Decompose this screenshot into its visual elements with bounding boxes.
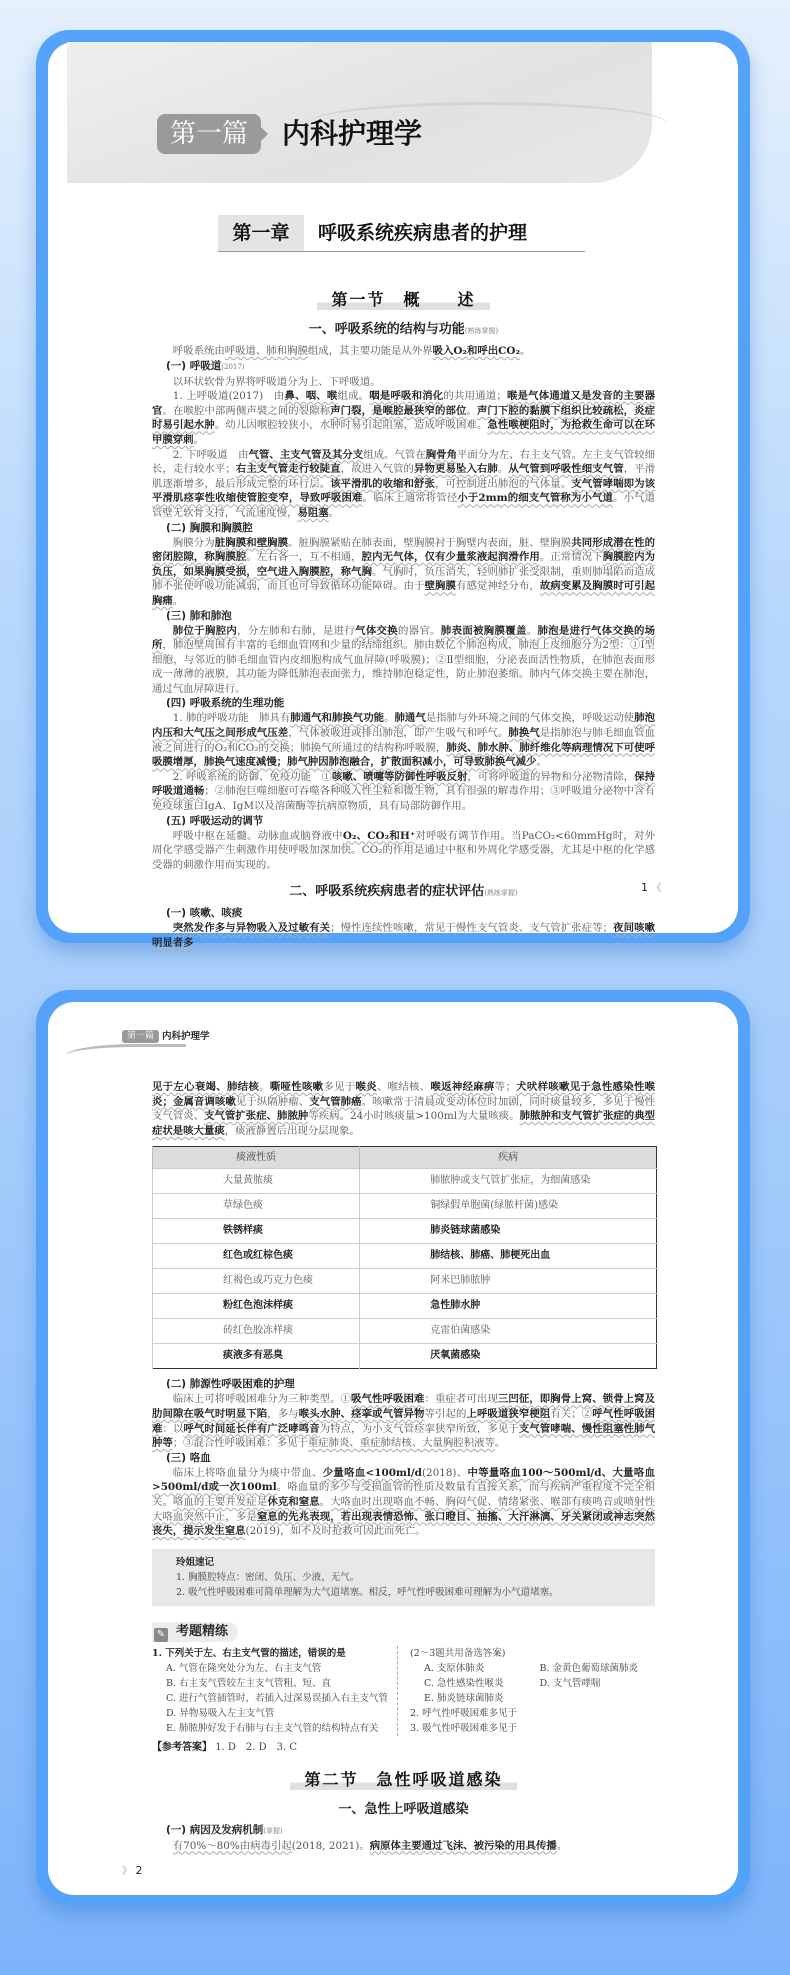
text-run: ，平滑肌逐渐增多，最后形成完整的环行层。 [152, 463, 656, 490]
table-cell: 草绿色痰 [153, 1194, 360, 1219]
underlined-point: 重症肺炎、重症肺结核、大量胸腔积液等 [307, 1437, 495, 1450]
chapter-heading [218, 215, 585, 252]
heading-text: (四) 呼吸系统的生理功能 [166, 697, 285, 710]
paragraph [152, 829, 655, 873]
reference-answers [152, 1740, 655, 1756]
heading-note: (熟练掌握) [484, 889, 518, 898]
key-point: 犬吠样咳嗽见于急性感染性喉炎；金属音调咳嗽 [152, 1081, 656, 1108]
key-point: 易阻塞 [297, 506, 329, 519]
subsection-heading [152, 1800, 655, 1820]
table-cell: 红色或红棕色痰 [153, 1244, 360, 1269]
text-run: 。 [520, 345, 531, 357]
book-page-2-frame [36, 990, 750, 1905]
table-row [153, 1244, 657, 1269]
text-run: 。 [494, 1437, 506, 1450]
key-point: 声门裂，是喉腔最狭窄的部位 [330, 404, 467, 417]
shared-options-note: (2～3题共用备选答案) [410, 1647, 506, 1659]
page-2-body [152, 1080, 655, 1853]
key-point: 咽是呼吸和消化 [369, 390, 444, 403]
text-run: ，多与 [267, 1407, 299, 1420]
key-point: 胸骨角 [425, 448, 458, 461]
text-run: 。 [259, 1081, 270, 1093]
paragraph [152, 344, 655, 359]
key-point: 该平滑肌的收缩和舒张 [330, 477, 435, 490]
text-run: 见于纵隔肿瘤、 [235, 1095, 310, 1108]
answers-value: 1. D 2. D 3. C [215, 1741, 298, 1753]
paragraph [152, 389, 655, 447]
chapter-title: 呼吸系统疾病患者的护理 [318, 222, 528, 244]
sputum-table [152, 1146, 657, 1369]
topic-heading [152, 696, 655, 711]
topic-heading [152, 906, 655, 921]
key-point: 肺换气 [508, 727, 540, 740]
text-run: 的器官。 [398, 624, 441, 637]
text-run: ；慢性连续性咳嗽，常见于慢性支气管炎、支气管扩张症等； [330, 922, 614, 935]
answer-option: D. 异物易吸入左主支气管 [166, 1707, 275, 1719]
key-point: 支气管哮喘、慢性阻塞性肺气肿等 [152, 1422, 656, 1450]
page-number [641, 879, 662, 894]
key-point: 支气管肺癌 [309, 1095, 362, 1108]
text-run: ，痰液静置后出现分层现象。 [224, 1124, 360, 1137]
underlined-point: 有70%～80%由病毒引起 [172, 1839, 292, 1852]
text-run: 组成，其主要功能是从外界 [307, 345, 433, 357]
heading-text: (二) 肺源性呼吸困难的护理 [166, 1378, 295, 1391]
text-run: 多见于 [323, 1081, 356, 1093]
table-row [153, 1269, 657, 1294]
topic-heading [152, 1823, 655, 1839]
heading-text: (一) 呼吸道 [166, 359, 222, 372]
heading-text: 一、呼吸系统的结构与功能 [308, 322, 465, 337]
page-number [122, 1862, 143, 1877]
key-point: 喉头水肿、痉挛或气管异物 [298, 1407, 425, 1420]
key-point: 见于左心衰竭、肺结核 [152, 1081, 260, 1093]
key-point: 三凹征，即胸骨上窝、锁骨上窝及肋间隙在吸气时明显下陷 [152, 1393, 656, 1420]
chapter-label: 第一章 [218, 215, 304, 251]
key-point: 窒息的先兆表现，若出现表情恐怖、张口瞪目、抽搐、大汗淋漓、牙关紧闭或神志突然丧失，提示发生窒息 [152, 1510, 656, 1538]
page-number-value: 1 [641, 881, 648, 894]
key-point: 肺位于胸腔内 [172, 624, 238, 637]
question-3-stem: 3. 吸气性呼吸困难多见于 [410, 1722, 518, 1734]
key-point: 从气管到呼吸性细支气管 [508, 463, 624, 476]
key-point: 病原体主要通过飞沫、被污染的用具传播 [369, 1839, 557, 1852]
text-run: 。 [526, 624, 538, 637]
paragraph [152, 770, 655, 814]
answer-option: B. 右主支气管较左主支气管粗、短、直 [166, 1677, 332, 1689]
answer-option: A. 气管在隆突处分为左、右主支气管 [166, 1662, 322, 1674]
pencil-icon: ✎ [154, 1628, 168, 1642]
heading-note: (2017) [221, 362, 245, 371]
answer-option: E. 肺炎链球菌肺炎 [424, 1692, 504, 1704]
text-run: (2018, 2021)。 [291, 1839, 370, 1852]
key-point: 呼气时间延长伴有广泛哮鸣音 [183, 1422, 320, 1435]
key-point: 脏胸膜和壁胸膜 [214, 536, 289, 549]
heading-text: (五) 呼吸运动的调节 [166, 814, 264, 827]
text-run: 。 [328, 506, 340, 519]
table-cell: 砖红色胶冻样痰 [153, 1319, 360, 1344]
text-run: ，可控制进出肺泡的气体量。 [435, 477, 572, 490]
paragraph [152, 536, 655, 609]
question-1-stem: 1. 下列关于左、右主支气管的描述，错误的是 [152, 1647, 346, 1659]
topic-heading [152, 609, 655, 624]
text-run: 对呼吸有调节作用。当PaCO₂<60mmHg时，对外周化学感受器产生刺激作用使呼吸加深加快。CO₂的作用是通过中枢和外周化学感受器，尤其是中枢的化学感受器的刺激作用而实现的。 [152, 829, 656, 871]
table-cell: 克雷伯菌感染 [360, 1319, 657, 1344]
key-point: 小于2mm的细支气管称为小气道 [457, 492, 614, 505]
text-run: 、喉结核、 [376, 1081, 431, 1093]
paragraph [152, 624, 655, 697]
key-point: 突然发作多与异物吸入及过敏有关 [172, 922, 331, 935]
key-point: O₂、CO₂和H⁺ [342, 829, 416, 842]
text-run: 。在喉腔中部两侧声襞之间的裂隙称 [162, 404, 331, 417]
text-run: 。气胸时，负压消失，轻则肺扩张受限制，重则肺塌陷而造成肺不张使呼吸功能减弱，而且也可导致循环功能障碍。由于 [152, 565, 656, 593]
table-cell: 厌氧菌感染 [360, 1344, 657, 1369]
key-point: 喉返神经麻痹 [430, 1081, 495, 1093]
text-run: 。 [536, 756, 547, 769]
key-point: 急性喉梗阻时，为抢救生命可以在环甲膜穿刺 [152, 419, 656, 446]
running-header [66, 1030, 266, 1060]
key-point: 支气管扩张症、肺脓肿 [204, 1110, 309, 1123]
key-point: 休克和窒息 [267, 1495, 320, 1508]
key-point: 呼气性呼吸困难 [152, 1407, 656, 1435]
section-title-text: 第二节 急性呼吸道感染 [290, 1770, 516, 1790]
key-point: 咳嗽、喷嚏等防御性呼吸反射 [331, 770, 468, 783]
key-point: 气体交换 [355, 624, 398, 637]
header-part-label: 第一篇 [122, 1030, 159, 1043]
key-point: 喉是气体通道又是发音的主要器官 [152, 390, 656, 417]
heading-text: (一) 咳嗽、咳痰 [166, 907, 243, 920]
text-run: 临床上将咯血量分为痰中带血、 [172, 1466, 323, 1479]
key-point: 夜间咳嗽明显者多 [152, 922, 656, 949]
text-run: ：以 [162, 1422, 184, 1435]
text-run: 。 [556, 1839, 568, 1852]
heading-text: 二、呼吸系统疾病患者的症状评估 [289, 884, 485, 900]
table-row [153, 1219, 657, 1244]
text-run: 。咯血量的多少与受损血管的性质及数量有直接关系，而与疾病严重程度不完全相关。 [152, 1481, 656, 1508]
heading-text: (三) 咯血 [166, 1451, 211, 1464]
answer-option: A. 支原体肺炎 [424, 1662, 485, 1674]
text-run: 呼吸系统由 [172, 345, 225, 357]
heading-note: (熟练掌握) [464, 327, 499, 335]
tip-item: 2. 吸气性呼吸困难可简单理解为大气道堵塞。相反，呼气性呼吸困难可理解为小气道堵塞。 [176, 1586, 559, 1598]
column-header: 疾病 [360, 1147, 657, 1169]
text-run: 的共用通道； [443, 390, 507, 403]
text-run: 。 [384, 712, 395, 725]
section-title [152, 1770, 655, 1790]
text-run: ，多是 [225, 1510, 257, 1523]
key-point: 腔内无气体，仅有少量浆液起润滑作用 [361, 551, 540, 564]
text-run: 是指肺泡与肺毛细血管血液之间进行的O₂和CO₂的交换；肺换气所通过的结构称呼吸膜， [152, 727, 656, 754]
table-row [153, 1194, 657, 1219]
key-point: 胸膜腔内为负压，如果胸膜受损，空气进入胸膜腔，称气胸 [152, 551, 656, 578]
heading-text: 一、急性上呼吸道感染 [338, 1801, 469, 1817]
key-point: 肺泡是进行气体交换的场所 [152, 624, 656, 652]
table-cell: 红褐色或巧克力色痰 [153, 1269, 360, 1294]
text-run: 。 [172, 594, 184, 607]
text-run: 胸膜分为 [172, 536, 215, 549]
key-point: 少量咯血<100ml/d [322, 1466, 422, 1479]
topic-heading [152, 1451, 655, 1466]
topic-heading [152, 359, 655, 375]
table-cell: 阿米巴肺脓肿 [360, 1269, 657, 1294]
page-arrow-icon: 》 [122, 1866, 132, 1877]
section-title-text: 第一节 概 述 [317, 290, 489, 310]
key-point: 吸气性呼吸困难 [351, 1393, 425, 1406]
text-run: 1. 上呼吸道(2017) 由 [172, 390, 285, 403]
paragraph [152, 711, 655, 769]
table-row [153, 1169, 657, 1194]
answers-label: 【参考答案】 [152, 1741, 212, 1753]
text-run: 。 [193, 433, 204, 446]
key-point: 异物更易坠入右肺 [414, 463, 498, 476]
section-title [152, 290, 655, 310]
key-point: 共同形成潜在性的密闭腔隙，称胸膜腔 [152, 536, 656, 564]
table-cell: 痰液多有恶臭 [153, 1344, 360, 1369]
key-point: 肺表面被胸膜覆盖 [440, 624, 527, 637]
table-cell: 肺炎链球菌感染 [360, 1219, 657, 1244]
answer-option: C. 急性感染性喉炎 [424, 1677, 504, 1689]
table-row [153, 1294, 657, 1319]
underlined-point: 呼吸道、肺和胸膜 [224, 345, 308, 357]
text-run: 1. 肺的呼吸功能 肺具有 [172, 712, 291, 725]
paragraph [152, 921, 655, 950]
header-title: 内科护理学 [162, 1031, 210, 1042]
tip-title: 玲姐速记 [176, 1556, 215, 1568]
quiz-section [152, 1646, 655, 1736]
heading-text: (三) 肺和肺泡 [166, 609, 232, 622]
answer-option: D. 支气管哮喘 [539, 1677, 601, 1689]
text-run: 等引起的 [424, 1407, 467, 1420]
column-header: 痰液性质 [153, 1147, 360, 1169]
table-cell: 粉红色泡沫样痰 [153, 1294, 360, 1319]
heading-text: (二) 胸膜和胸膜腔 [166, 521, 253, 534]
paragraph [152, 1466, 655, 1539]
text-run: 。咳嗽常于清晨或变动体位时加剧，同时痰量较多，多见于慢性支气管炎、 [152, 1095, 656, 1123]
text-run: ，肺泡壁周围有丰富的毛细血管网和少量的结缔组织。肺由数亿个肺泡构成，肺泡上皮细胞分为2型：①Ⅰ型细胞，与邻近的肺毛细血管内皮细胞构成气血屏障(呼吸膜)；②Ⅱ型细胞，分泌表面活性物质，在肺泡表面形成一薄薄的液膜，其功能为降低肺泡表面张力，维持肺泡稳定性，防止肺泡萎缩。肺内气体交换主要在肺泡，通过气血屏障进行。 [152, 639, 656, 695]
text-run: 。临床上通常将管径 [362, 492, 458, 505]
heading-note: (掌握) [263, 1826, 283, 1835]
text-run: 。 [466, 404, 477, 417]
book-page-1-frame [36, 30, 750, 949]
table-row [153, 1344, 657, 1369]
part-banner [67, 42, 652, 183]
subsection-heading [152, 320, 655, 341]
quiz-right-column [410, 1646, 655, 1736]
key-point: 肺炎、肺水肿、肺纤维化等病理情况下可使呼吸膜增厚，肺换气速度减慢；肺气肿因肺泡融合，扩散面积减小，可导致肺换气减少 [152, 741, 655, 769]
page-1-body [152, 290, 655, 951]
key-point: 声门下腔的黏膜下组织比较疏松，炎症时易引起水肿 [152, 404, 656, 432]
key-point: 保持呼吸道通畅 [152, 770, 655, 798]
text-run: 2. 呼吸系统的防御、免疫功能 ① [172, 770, 332, 783]
key-point: 壁胸膜 [424, 580, 456, 593]
text-run: 组成。气管在 [363, 448, 426, 461]
key-point: 肺脓肿和支气管扩张症的典型症状是咳大量痰 [152, 1110, 656, 1137]
table-cell: 急性肺水肿 [360, 1294, 657, 1319]
paragraph [152, 448, 655, 521]
key-point: 肺通气 [394, 712, 426, 725]
answer-option: C. 进行气管插管时，若插入过深易误插入右主支气管 [166, 1692, 388, 1704]
paragraph [152, 1839, 655, 1854]
table-cell: 铜绿假单胞菌(绿脓杆菌)感染 [360, 1194, 657, 1219]
page-arrow-icon: 《 [651, 883, 662, 894]
text-run: 是指肺与外环境之间的气体交换，呼吸运动使 [425, 712, 635, 725]
quiz-title: 考题精练 [176, 1623, 229, 1639]
key-point: 肺通气和肺换气功能 [290, 712, 385, 725]
table-cell: 肺结核、肺癌、肺梗死出血 [360, 1244, 657, 1269]
key-point: 故病变累及胸膜时可引起胸痛 [152, 580, 656, 607]
quiz-left-column [152, 1646, 398, 1736]
header-swoosh [66, 1044, 186, 1063]
topic-heading [152, 521, 655, 536]
key-point: 上呼吸道狭窄梗阻 [466, 1407, 551, 1420]
text-run: 以环状软骨为界将呼吸道分为上、下呼吸道。 [172, 375, 381, 388]
table-cell: 铁锈样痰 [153, 1219, 360, 1244]
heading-text: (一) 病因及发病机制 [166, 1823, 264, 1836]
text-run: 。 [319, 1495, 331, 1508]
text-run: 2. 下呼吸道 由 [172, 448, 249, 461]
part-label: 第一篇 [157, 114, 261, 154]
underlined-point: 咯血的主要并发症是 [172, 1495, 268, 1508]
text-run: 临床上可将呼吸困难分为三种类型。① [172, 1393, 352, 1406]
text-run: ：重症者可出现 [424, 1393, 498, 1406]
topic-heading [152, 814, 655, 829]
key-point: 支气管哮喘即为该平滑肌痉挛性收缩使管腔变窄，导致呼吸困难 [152, 477, 656, 505]
text-run: 为特点，为小支气管痉挛狭窄所致，多见于 [319, 1422, 519, 1435]
text-run: 组成。 [337, 390, 370, 403]
book-page-2 [48, 1002, 738, 1895]
answer-option: B. 金黄色葡萄球菌肺炎 [539, 1662, 639, 1674]
table-cell: 大量黄脓痰 [153, 1169, 360, 1194]
table-header-row [153, 1147, 657, 1169]
text-run: 。幼儿因喉腔较狭小，水肿时易引起阻塞，造成呼吸困难。 [214, 419, 488, 432]
text-run: 。 [497, 463, 509, 476]
key-point: 气管、主支气管及其分支 [248, 448, 364, 461]
text-run: 等疾病。24小时咳痰量>100ml为大量咳痰。 [308, 1110, 520, 1123]
text-run: ，气体被吸进或排出肺泡，即产生吸气和呼气。 [288, 727, 509, 740]
table-row [153, 1319, 657, 1344]
page-number-value: 2 [135, 1864, 143, 1877]
text-run: ；②肺泡巨噬细胞可吞噬各种吸入性尘粒和微生物，具有很强的解毒作用；③呼吸道分泌物中含有免疫球蛋白IgA、IgM以及溶菌酶等抗病原物质，具有局部防御作用。 [152, 785, 655, 813]
text-run: 平面分为左、右主支气管。左主支气管较细长，走行较水平； [152, 448, 655, 476]
text-run: ；③混合性呼吸困难：多见于 [172, 1437, 308, 1450]
text-run: ，故进入气管的 [340, 463, 415, 476]
key-point: 嘶哑性咳嗽 [269, 1081, 324, 1093]
memory-tip-box [152, 1549, 655, 1606]
text-run: 。小气道管壁无软骨支持，气流速度慢， [152, 492, 656, 519]
key-point: 鼻、咽、喉 [284, 390, 338, 403]
answer-option: E. 肺脓肿好发于右肺与右主支气管的结构特点有关 [166, 1722, 379, 1734]
text-run: 等； [494, 1081, 516, 1093]
topic-heading [152, 1377, 655, 1392]
text-run: (2019)，如不及时抢救可因此而死亡。 [245, 1525, 426, 1538]
key-point: 吸入O₂和呼出CO₂ [432, 345, 520, 357]
text-run: 。正常情况下 [539, 551, 603, 564]
subsection-heading [152, 882, 655, 903]
text-run: ，可将呼吸道的异物和分泌物清除， [467, 770, 635, 783]
text-run: 。左右各一，互不相通， [246, 551, 362, 564]
paragraph [152, 1080, 655, 1138]
tip-item: 1. 胸膜腔特点：密闭、负压、少液、无气。 [176, 1571, 360, 1583]
paragraph [152, 1392, 655, 1450]
text-run: ，分左肺和右肺，是进行 [237, 624, 356, 637]
part-title: 内科护理学 [282, 117, 423, 150]
text-run: 呼吸中枢在延髓。动脉血或脑脊液中 [172, 829, 343, 842]
key-point: 喉炎 [355, 1081, 377, 1093]
text-run: 有感觉神经分布， [455, 580, 540, 593]
underlined-point: 大咯血时出现咯血不畅、胸闷气促、情绪紧张、喉部有痰鸣音或喷射性大咯血突然中止 [152, 1495, 656, 1523]
question-2-stem: 2. 呼气性呼吸困难多见于 [410, 1707, 518, 1719]
key-point: 肺泡内压和大气压之间形成气压差 [152, 712, 655, 740]
key-point: 右主支气管走行较陡直 [235, 463, 341, 476]
book-page-1 [48, 42, 738, 949]
quiz-heading [152, 1622, 238, 1642]
paragraph [152, 375, 655, 390]
text-run: (2018)、 [421, 1466, 468, 1479]
text-run: 。脏胸膜紧贴在肺表面，壁胸膜衬于胸壁内表面，脏、壁胸膜 [288, 536, 572, 549]
table-cell: 肺脓肿或支气管扩张症，为细菌感染 [360, 1169, 657, 1194]
text-run: 有关；② [550, 1407, 593, 1420]
key-point: 中等量咯血100～500ml/d、大量咯血>500ml/d或一次100ml [152, 1466, 655, 1494]
